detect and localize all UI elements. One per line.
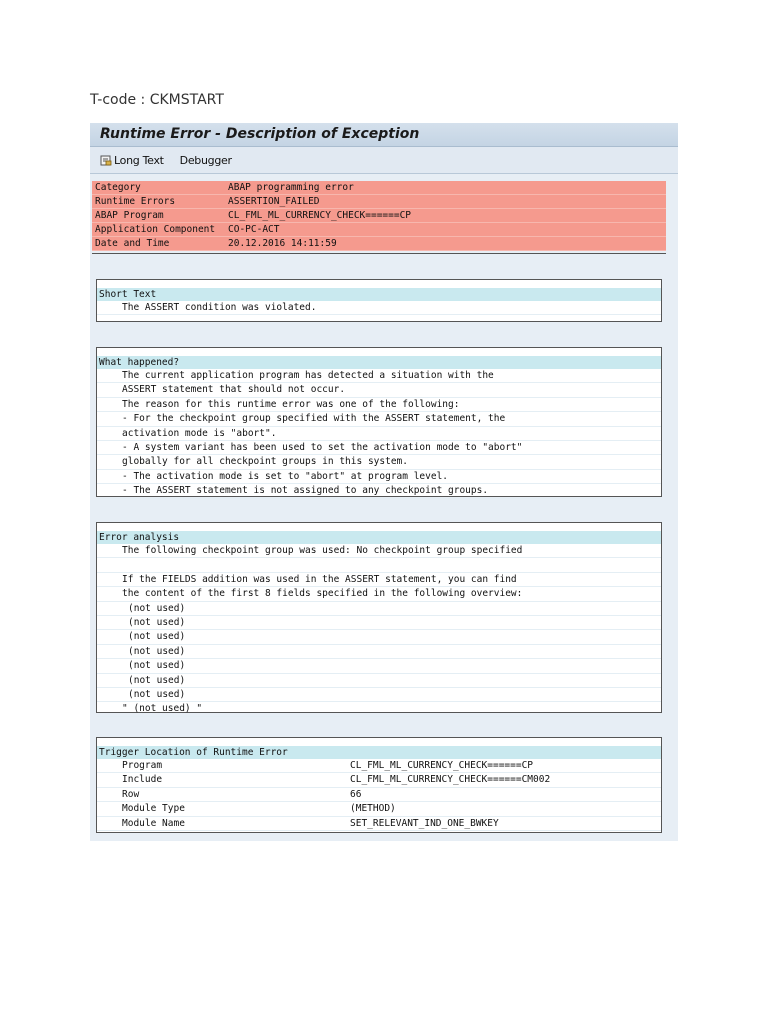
header-row: [92, 181, 666, 195]
toolbar: [90, 147, 678, 174]
error-analysis-line: The following checkpoint group was used: No checkpoint group specified: [97, 544, 661, 558]
error-analysis-line: If the FIELDS addition was used in the ASSERT statement, you can find: [97, 573, 661, 587]
header-key: Category: [92, 181, 225, 195]
what-happened-line: activation mode is "abort".: [97, 427, 661, 441]
field-value-row: (not used): [97, 645, 661, 659]
header-value: CO-PC-ACT: [225, 223, 666, 237]
trigger-value: (METHOD): [350, 803, 396, 815]
window-title: Runtime Error - Description of Exception: [90, 123, 678, 147]
short-text-heading: Short Text: [97, 288, 661, 301]
what-happened-line: - The activation mode is set to "abort" at program level.: [97, 470, 661, 484]
short-text-line: The ASSERT condition was violated.: [97, 301, 661, 315]
long-text-icon: [100, 155, 112, 166]
trigger-row: [97, 802, 661, 816]
trigger-row: [97, 773, 661, 787]
error-analysis-line: the content of the first 8 fields specified in the following overview:: [97, 587, 661, 601]
field-value-row: (not used): [97, 674, 661, 688]
what-happened-line: - For the checkpoint group specified with the ASSERT statement, the: [97, 412, 661, 426]
header-row: [92, 209, 666, 223]
what-happened-line: ASSERT statement that should not occur.: [97, 383, 661, 397]
header-row: [92, 237, 666, 251]
debugger-label: Debugger: [179, 153, 232, 167]
header-value: 20.12.2016 14:11:59: [225, 237, 666, 251]
error-header-table: [92, 181, 666, 251]
header-value: CL_FML_ML_CURRENCY_CHECK======CP: [225, 209, 666, 223]
what-happened-heading: What happened?: [97, 356, 661, 369]
header-key: Application Component: [92, 223, 225, 237]
runtime-error-window: [90, 123, 678, 841]
trigger-row: [97, 759, 661, 773]
tcode-label: T-code : CKMSTART: [90, 92, 224, 108]
header-key: Date and Time: [92, 237, 225, 251]
trigger-value: CL_FML_ML_CURRENCY_CHECK======CM002: [350, 774, 551, 786]
what-happened-box: [96, 347, 662, 497]
what-happened-line: globally for all checkpoint groups in this system.: [97, 455, 661, 469]
header-row: [92, 223, 666, 237]
trigger-location-heading: Trigger Location of Runtime Error: [97, 746, 661, 759]
trigger-location-box: [96, 737, 662, 833]
trigger-row: [97, 817, 661, 831]
trigger-key: Row: [122, 788, 140, 800]
field-value-row: (not used): [97, 659, 661, 673]
trigger-value: SET_RELEVANT_IND_ONE_BWKEY: [350, 817, 499, 829]
field-value-row: (not used): [97, 688, 661, 702]
separator-line: [92, 253, 666, 254]
trigger-row: [97, 788, 661, 802]
header-value: ABAP programming error: [225, 181, 666, 195]
header-value: ASSERTION_FAILED: [225, 195, 666, 209]
field-value-row: (not used): [97, 616, 661, 630]
trigger-key: Include: [122, 774, 163, 786]
blank-row: [97, 558, 661, 572]
long-text-label: Long Text: [114, 153, 164, 167]
field-value-row: (not used): [97, 602, 661, 616]
debugger-button[interactable]: [180, 154, 232, 167]
fields-summary-line: " (not used) ": [97, 702, 661, 716]
header-row: [92, 195, 666, 209]
trigger-value: CL_FML_ML_CURRENCY_CHECK======CP: [350, 760, 534, 771]
short-text-box: [96, 279, 662, 322]
what-happened-line: - A system variant has been used to set the activation mode to "abort": [97, 441, 661, 455]
field-value-row: (not used): [97, 630, 661, 644]
trigger-value: 66: [350, 788, 362, 800]
what-happened-line: - The ASSERT statement is not assigned to any checkpoint groups.: [97, 484, 661, 498]
what-happened-line: The current application program has detected a situation with the: [97, 369, 661, 383]
header-key: ABAP Program: [92, 209, 225, 223]
long-text-button[interactable]: [100, 154, 164, 167]
error-analysis-heading: Error analysis: [97, 531, 661, 544]
trigger-key: Module Type: [122, 803, 185, 815]
trigger-key: Module Name: [122, 817, 185, 829]
trigger-key: Program: [122, 760, 163, 771]
header-key: Runtime Errors: [92, 195, 225, 209]
error-analysis-box: [96, 522, 662, 713]
what-happened-line: The reason for this runtime error was one of the following:: [97, 398, 661, 412]
